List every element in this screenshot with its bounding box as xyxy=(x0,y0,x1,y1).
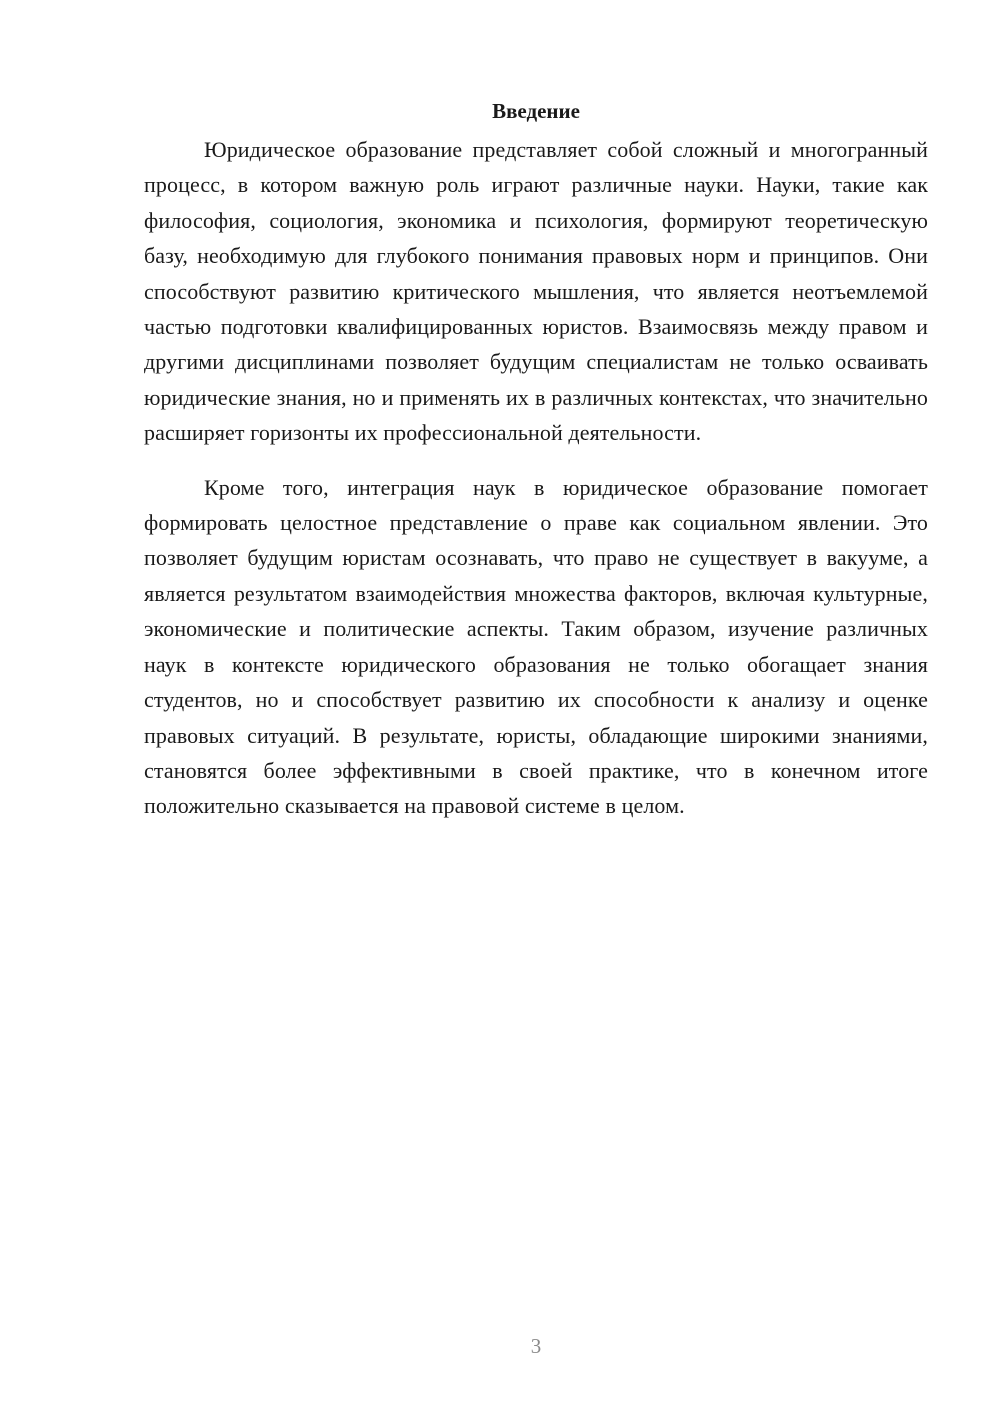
paragraph-1: Юридическое образование представляет собой сложный и многогранный процесс, в котором важную роль играют различные науки. Науки, такие как философия, социология, экономика и психология, формируют теоретическую базу, необходимую для глубокого понимания правовых норм и принципов. Они способствуют развитию критического мышления, что является неотъемлемой частью подготовки квалифицированных юристов. Взаимосвязь между правом и другими дисциплинами позволяет будущим специалистам не только осваивать юридические знания, но и применять их в различных контекстах, что значительно расширяет горизонты их профессиональной деятельности. xyxy=(144,137,928,446)
page-content xyxy=(144,96,928,824)
section-heading: Введение xyxy=(492,99,580,123)
paragraph-2: Кроме того, интеграция наук в юридическое образование помогает формировать целостное представление о праве как социальном явлении. Это позволяет будущим юристам осознавать, что право не существует в вакууме, а является результатом взаимодействия множества факторов, включая культурные, экономические и политические аспекты. Таким образом, изучение различных наук в контексте юридического образования не только обогащает знания студентов, но и способствует развитию их способности к анализу и оценке правовых ситуаций. В результате, юристы, обладающие широкими знаниями, становятся более эффективными в своей практике, что в конечном итоге положительно сказывается на правовой системе в целом. xyxy=(144,474,928,819)
page-number: 3 xyxy=(530,1334,542,1358)
